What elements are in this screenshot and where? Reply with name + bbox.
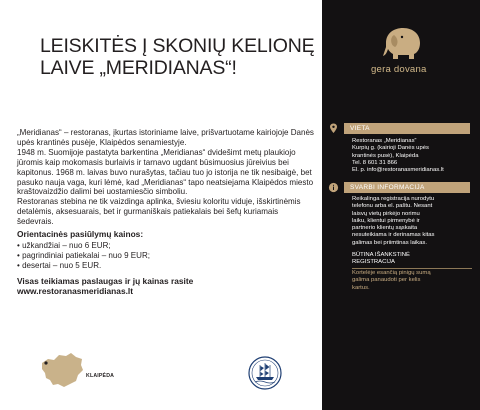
description-paragraph-3: Restoranas stebina ne tik vaizdinga aplinka, šviesiu koloritu viduje, išskirtinėmis detalėmis, aksesuarais, bet ir gurmaniškais patiekalais bei šefų kuriamais šedevrais. xyxy=(17,197,301,227)
meridianas-ship-logo-icon xyxy=(248,356,282,390)
important-info-line-6: nesuteikiama ir derinamas kitas xyxy=(352,232,435,239)
map-city-label: KLAIPĖDA xyxy=(86,373,115,379)
more-info-line-1: Visas teikiamas paslaugas ir jų kainas rasite xyxy=(17,275,194,286)
info-icon xyxy=(327,182,340,193)
card-usage-line-2: galima panaudoti per kelis xyxy=(352,277,421,284)
card-usage-line-1: Kortelėje esančią pinigų sumą xyxy=(352,270,431,276)
section-title-location: VIETA xyxy=(344,123,470,134)
registration-divider xyxy=(352,268,472,269)
location-phone[interactable]: Tel. 8 601 31 866 xyxy=(352,159,398,166)
price-item-desserts: • desertai – nuo 5 EUR. xyxy=(17,261,315,271)
description-block xyxy=(17,128,315,297)
gift-label: gera dovana xyxy=(371,64,427,75)
more-info-text xyxy=(17,277,315,297)
important-info-line-1: Reikalinga registracija nurodytu xyxy=(352,196,435,202)
location-line-3: krantinės pusė), Klaipėda xyxy=(352,152,419,159)
website-link[interactable]: www.restoranasmeridianas.lt xyxy=(17,285,134,296)
elephant-logo-icon xyxy=(380,25,424,61)
registration-required-title xyxy=(352,252,474,267)
location-line-2: Kurpių g. (kairioji Danės upės xyxy=(352,145,429,152)
headline-line-1: LEISKITĖS Į SKONIŲ KELIONĘ xyxy=(40,35,315,57)
prices-title: Orientacinės pasiūlymų kainos: xyxy=(17,229,144,240)
section-title-important-info: SVARBI INFORMACIJA xyxy=(344,182,470,193)
headline-line-2: LAIVE „MERIDIANAS“! xyxy=(40,57,237,79)
description-paragraph-2: 1948 m. Suomijoje pastatyta barkentina „Meridianas“ dvidešimt metų plaukiojo jūromis kaip mokomasis burlaivis ir tarnavo ugdant būsimuosius jūreivius bei kapitonus. 1968 m. laivas buvo nurašytas, tačiau tuo jo istorija ne tik nesibaigė, bet pasuko nauja vaga, kuri lėmė, kad „Meridianas“ tapo neatsiejama Klaipėdos miesto kraštovaizdžio dalimi bei uostamiesčio simboliu. xyxy=(17,147,314,197)
registration-required-line-2: REGISTRACIJA xyxy=(352,259,395,266)
price-list xyxy=(17,241,315,271)
price-item-mains: • pagrindiniai patiekalai – nuo 9 EUR; xyxy=(17,251,315,261)
important-info-line-3: laisvų vietų pirkėjo norimu xyxy=(352,210,420,217)
location-line-1: Restoranas „Meridianas“ xyxy=(352,138,417,144)
registration-required-line-1: BŪTINA IŠANKSTINĖ xyxy=(352,252,410,258)
location-email[interactable]: El. p. info@restoranasmeridianas.lt xyxy=(352,167,444,174)
important-info-line-4: laiku, klientui pirmenybė ir xyxy=(352,217,420,224)
page-headline xyxy=(40,35,320,79)
description-paragraph-1: „Meridianas“ – restoranas, įkurtas istoriniame laive, prišvartuotame kairiojoje Danės upės krantinės pusėje, Klaipėdos senamiestyje. xyxy=(17,128,314,147)
location-pin-icon xyxy=(327,123,340,134)
card-usage-line-3: kartus. xyxy=(352,284,370,291)
important-info-text xyxy=(352,196,474,247)
important-info-line-7: galimas bei priimtinas laikas. xyxy=(352,239,427,246)
location-details xyxy=(352,138,474,174)
important-info-line-2: telefonu arba el. paštu. Nesant xyxy=(352,203,433,210)
price-item-starters: • užkandžiai – nuo 6 EUR; xyxy=(17,241,315,251)
card-usage-note xyxy=(352,270,474,292)
important-info-line-5: partnerio klientų sąskaita xyxy=(352,225,418,232)
lithuania-map-icon xyxy=(40,351,84,389)
